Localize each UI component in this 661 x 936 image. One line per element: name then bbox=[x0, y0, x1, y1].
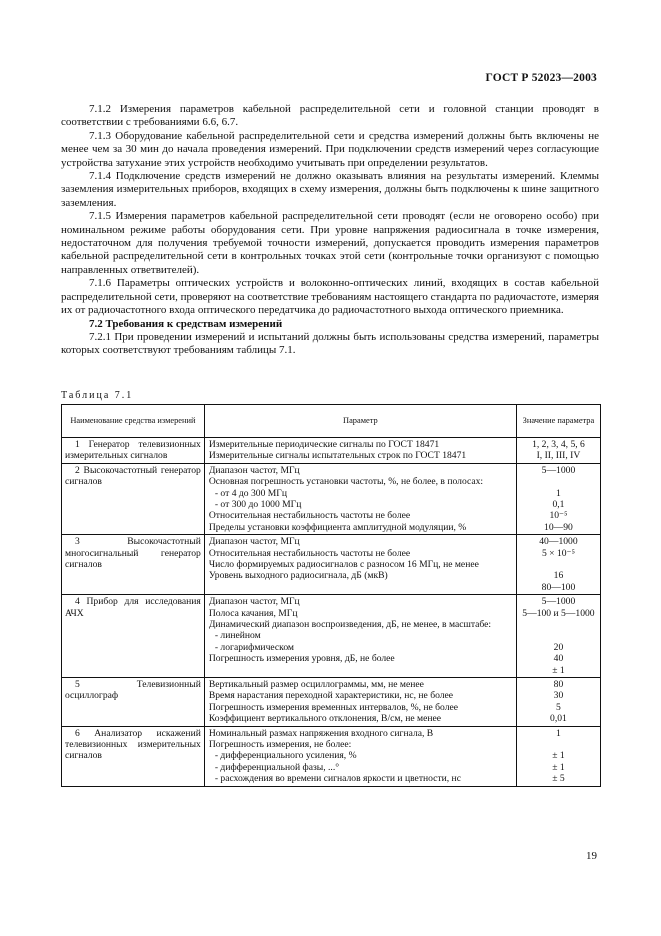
value-line: 80 bbox=[553, 678, 564, 690]
parameter-line: Диапазон частот, МГц bbox=[208, 464, 300, 476]
body-text bbox=[61, 103, 599, 358]
value-cell bbox=[516, 677, 600, 726]
parameter-line: Измерительные сигналы испытательных строк по ГОСТ 18471 bbox=[208, 450, 467, 462]
value-line: 10—90 bbox=[544, 521, 573, 533]
parameter-line: - дифференциального усиления, % bbox=[214, 750, 357, 762]
header-value: Значение параметра bbox=[516, 405, 600, 438]
parameter-line: Число формируемых радиосигналов с разносом 16 МГц, не менее bbox=[208, 559, 479, 571]
parameter-line: - линейном bbox=[214, 630, 261, 642]
value-line: 0,01 bbox=[550, 713, 567, 725]
paragraph-7-1-4: 7.1.4 Подключение средств измерений не должно оказывать влияния на результаты измерений. Клеммы заземления измерительных приборов, входящих в схему измерения, должны быть подключены к шине защитного заземления. bbox=[61, 170, 599, 209]
header-parameter: Параметр bbox=[204, 405, 516, 438]
value-cell bbox=[516, 438, 600, 464]
parameter-line: Измерительные периодические сигналы по ГОСТ 18471 bbox=[208, 439, 440, 450]
value-line: 5—1000 bbox=[541, 464, 576, 476]
value-line: 5—100 и 5—1000 bbox=[522, 607, 595, 619]
instrument-name: 2 Высокочастотный генератор сигналов bbox=[62, 463, 205, 534]
paragraph-7-1-3: 7.1.3 Оборудование кабельной распределительной сети и средства измерений должны быть включены не менее чем за 30 мин до начала проведения измерений. При подключении средств измерений через согласующие устройства затухание этих устройств необходимо учитывать при определении результатов. bbox=[61, 129, 599, 169]
parameter-cell bbox=[204, 677, 516, 726]
parameter-line: Погрешность измерения, не более: bbox=[208, 738, 352, 750]
value-line: 40 bbox=[553, 653, 564, 665]
parameter-line: Уровень выходного радиосигнала, дБ (мкВ) bbox=[208, 570, 388, 582]
header-instrument: Наименование средства измерений bbox=[62, 405, 205, 438]
value-line: 5—1000 bbox=[541, 596, 576, 608]
section-heading-7-2: 7.2 Требования к средствам измерений bbox=[89, 317, 283, 330]
parameter-line: Полоса качания, МГц bbox=[208, 607, 298, 619]
paragraph-7-1-5: 7.1.5 Измерения параметров кабельной распределительной сети проводят (если не оговорено особо) при номинальном режиме работы оборудования сети. При уровне напряжения радиосигнала в точке измерения, недостаточном для получения требуемой точности измерений, допускается проводить измерения параметров кабельной распределительной сети в контрольных точках этой сети (контрольные точки организуют с помощью направленных ответвителей). bbox=[61, 210, 599, 276]
parameter-cell bbox=[204, 535, 516, 595]
parameter-line: Пределы установки коэффициента амплитудной модуляции, % bbox=[208, 521, 467, 533]
value-line: 1 bbox=[556, 727, 561, 739]
value-line: I, II, III, IV bbox=[536, 450, 581, 462]
instrument-name: 6 Анализатор искажений телевизионных измерительных сигналов bbox=[62, 726, 205, 786]
table-row bbox=[62, 677, 601, 726]
parameter-cell bbox=[204, 438, 516, 464]
value-line: ± 1 bbox=[552, 761, 565, 773]
page-number: 19 bbox=[586, 850, 597, 862]
value-line: 30 bbox=[553, 690, 564, 702]
value-line: 20 bbox=[553, 641, 564, 653]
instrument-name: 4 Прибор для исследования АЧХ bbox=[62, 595, 205, 678]
value-line: 16 bbox=[553, 570, 564, 582]
value-line: 40—1000 bbox=[539, 536, 578, 548]
paragraph-7-2-1: 7.2.1 При проведении измерений и испытаний должны быть использованы средства измерений, параметры которых соответствуют требованиям таблицы 7.1. bbox=[61, 330, 599, 357]
parameter-line: Погрешность измерения временных интервалов, %, не более bbox=[208, 701, 459, 713]
parameter-line: Коэффициент вертикального отклонения, В/см, не менее bbox=[208, 713, 442, 725]
table-7-1 bbox=[61, 404, 601, 787]
table-row bbox=[62, 726, 601, 786]
table-row bbox=[62, 438, 601, 464]
value-cell bbox=[516, 726, 600, 786]
value-line: ± 1 bbox=[552, 750, 565, 762]
value-line: 10⁻⁵ bbox=[549, 510, 568, 522]
value-spacer bbox=[520, 630, 597, 641]
parameter-line: Относительная нестабильность частоты не более bbox=[208, 510, 411, 522]
parameter-line: Погрешность измерения уровня, дБ, не более bbox=[208, 653, 395, 665]
value-line: ± 1 bbox=[552, 664, 565, 676]
value-spacer bbox=[520, 619, 597, 630]
value-line: 1 bbox=[556, 487, 561, 499]
value-spacer bbox=[520, 559, 597, 570]
value-cell bbox=[516, 535, 600, 595]
value-cell bbox=[516, 463, 600, 534]
value-line: 1, 2, 3, 4, 5, 6 bbox=[532, 439, 585, 450]
value-line: 0,1 bbox=[552, 498, 565, 510]
parameter-line: Относительная нестабильность частоты не более bbox=[208, 547, 411, 559]
table-row bbox=[62, 535, 601, 595]
value-line: 5 × 10⁻⁵ bbox=[541, 547, 575, 559]
value-line: ± 5 bbox=[552, 773, 565, 785]
table-header-row bbox=[62, 405, 601, 438]
parameter-line: Основная погрешность установки частоты, %, не более, в полосах: bbox=[208, 476, 484, 488]
parameter-cell bbox=[204, 463, 516, 534]
parameter-line: - расхождения во времени сигналов яркости и цветности, нс bbox=[214, 773, 461, 785]
parameter-line: Номинальный размах напряжения входного сигнала, В bbox=[208, 727, 434, 739]
document-number: ГОСТ Р 52023—2003 bbox=[485, 72, 597, 84]
value-spacer bbox=[520, 476, 597, 487]
table-row bbox=[62, 595, 601, 678]
parameter-line: - от 300 до 1000 МГц bbox=[214, 499, 302, 511]
value-spacer bbox=[520, 739, 597, 750]
parameter-line: Диапазон частот, МГц bbox=[208, 536, 300, 548]
parameter-line: - логарифмическом bbox=[214, 641, 295, 653]
value-line: 5 bbox=[556, 701, 561, 713]
value-line: 80—100 bbox=[541, 581, 576, 593]
instrument-name: 5 Телевизионный осциллограф bbox=[62, 677, 205, 726]
instrument-name: 1 Генератор телевизионных измерительных сигналов bbox=[62, 438, 205, 464]
parameter-line: Диапазон частот, МГц bbox=[208, 596, 300, 608]
value-cell bbox=[516, 595, 600, 678]
parameter-line: Динамический диапазон воспроизведения, дБ, не менее, в масштабе: bbox=[208, 619, 492, 631]
parameter-line: Вертикальный размер осциллограммы, мм, не менее bbox=[208, 678, 424, 690]
paragraph-7-1-6: 7.1.6 Параметры оптических устройств и волоконно-оптических линий, входящих в состав кабельной распределительной сети, проверяют на соответствие требованиям настоящего стандарта по радиочастоте, измеряя их от радиочастотного входа оптического передатчика до радиочастотного выхода оптического приемника. bbox=[61, 277, 599, 317]
parameter-line: Время нарастания переходной характеристики, нс, не более bbox=[208, 690, 454, 702]
paragraph-7-1-2: 7.1.2 Измерения параметров кабельной распределительной сети и головной станции проводят в соответствии с требованиями 6.6, 6.7. bbox=[61, 103, 599, 129]
table-caption: Таблица 7.1 bbox=[61, 390, 134, 401]
table-row bbox=[62, 463, 601, 534]
parameter-cell bbox=[204, 726, 516, 786]
parameter-line: - дифференциальной фазы, ...° bbox=[214, 761, 340, 773]
parameter-line: - от 4 до 300 МГц bbox=[214, 487, 287, 499]
instrument-name: 3 Высокочастотный многосигнальный генератор сигналов bbox=[62, 535, 205, 595]
parameter-cell bbox=[204, 595, 516, 678]
